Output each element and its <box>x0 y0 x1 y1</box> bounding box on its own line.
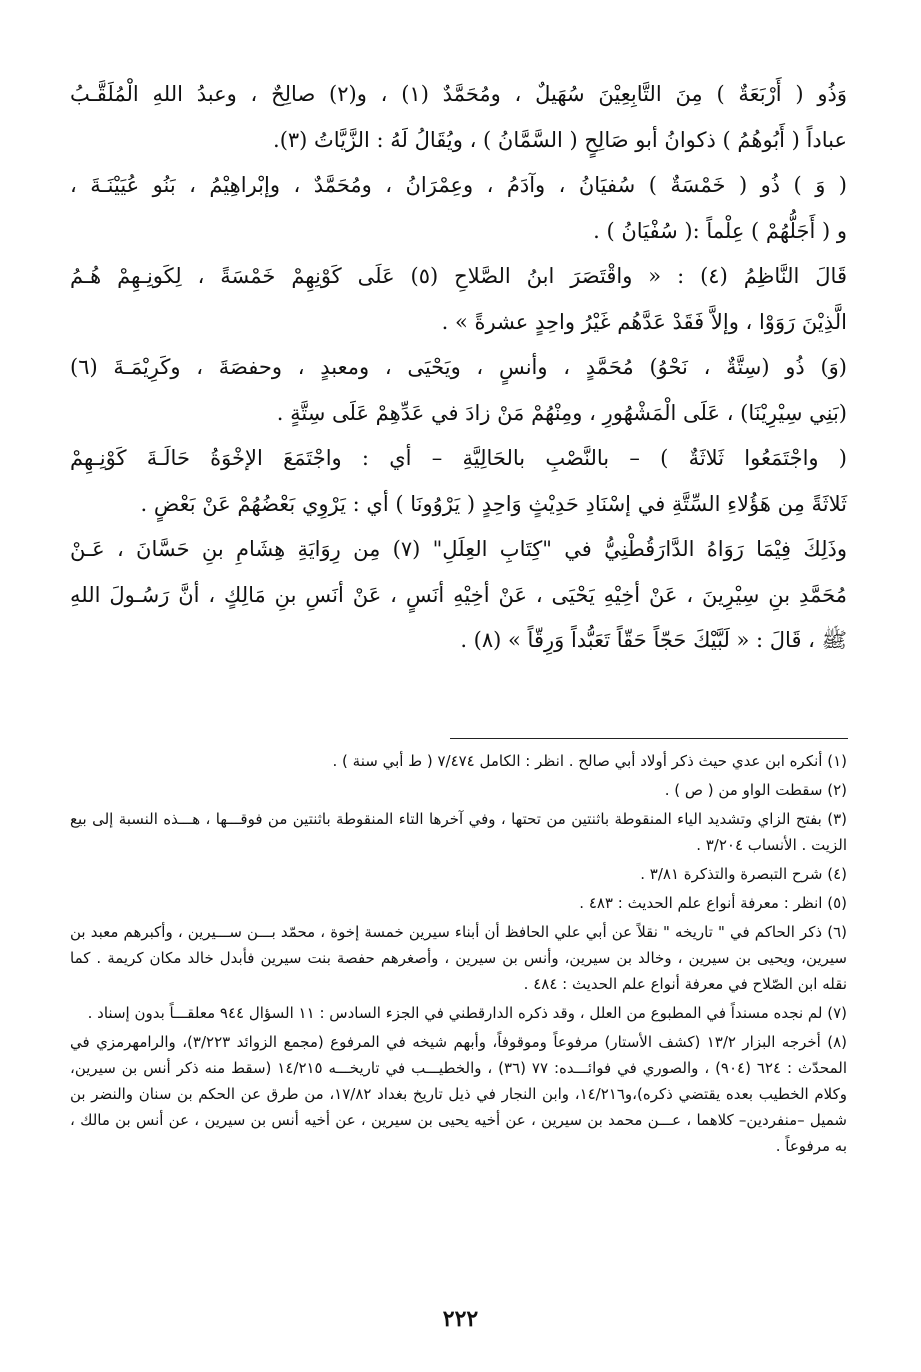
footnote-7: (٧) لم نجده مسنداً في المطبوع من العلل ، وقد ذكره الدارقطني في الجزء السادس : ١١ السؤال ٩٤٤ معلقـــاً بدون إسناد . <box>87 1004 847 1022</box>
page-number: ٢٢٢ <box>442 1306 479 1332</box>
footnote-4: (٤) شرح التبصرة والتذكرة ٣/٨١ . <box>640 865 847 883</box>
main-line: عباداً ( أَبُوهُمُ ) ذكوانُ أبو صَالِحٍ ( السَّمَّانُ ) ، ويُقَالُ لَهُ : الزَّيَّاتُ (٣). <box>273 127 847 152</box>
main-line: ( واجْتَمَعُوا ثَلاثَةٌ ) – بالنَّصْبِ بالحَالِيَّةِ – أي : واجْتَمَعَ الإخْوَةُ حَالَـةَ كَوْنِـهِمْ <box>70 446 847 470</box>
footnotes <box>70 748 847 1162</box>
main-line: و ( أَجَلُّهُمْ ) عِلْماً :( سُفْيَانُ ) . <box>593 218 847 243</box>
main-line: (بَنِي سِيْرِيْنَا) ، عَلَى الْمَشْهُورِ ، ومِنْهُمْ مَنْ زادَ في عَدِّهِمْ عَلَى سِتَّةٍ . <box>276 400 847 425</box>
main-text <box>70 72 847 664</box>
main-line: مُحَمَّدِ بنِ سِيْرِينَ ، عَنْ أخِيْهِ يَحْيَى ، عَنْ أخِيْهِ أنَسٍ ، عَنْ أنَسِ بنِ مَالِكٍ ، أنَّ رَسُـولَ اللهِ <box>70 582 847 607</box>
main-line: ﷺ ، قَالَ : « لَبَّيْكَ حَجّاً حَقّاً تَعَبُّداً وَرِقّاً » (٨) . <box>460 628 847 652</box>
main-line: الَّذِيْنَ رَوَوْا ، وإلاَّ فَقَدْ عَدَّهُم غَيْرُ واحِدٍ عشرةً » . <box>441 309 847 334</box>
footnote-6: (٦) ذكر الحاكم في " تاريخه " نقلاً عن أبي علي الحافظ أن أبناء سيرين خمسة إخوة ، محمّد بـــن ســـيرين ، وأكبرهم معبد بن سيرين، ويحيى بن سيرين ، وخالد بن سيرين، وأنس بن سيرين ، وأصغرهم حفصة بنت سيرين فأبدل خالد مكان كريمة . كما نقله ابن الصّلاح في معرفة أنواع علم الحديث : ٤٨٤ . <box>70 923 847 993</box>
footnote-1: (١) أنكره ابن عدي حيث ذكر أولاد أبي صالح . انظر : الكامل ٧/٤٧٤ ( ط أبي سنة ) . <box>332 752 847 770</box>
footnote-8: (٨) أخرجه البزار ١٣/٢ (كشف الأستار) مرفوعاً وموقوفاً، وأبهم شيخه في المرفوع (مجمع الزوائد ٣/٢٢٣)، والرامهرمزي في المحدّث : ٦٢٤ (٩٠٤) ، والصوري في فوائـــده: ٧٧ (٣٦) ، والخطيـــب في تاريخـــه ١٤/٢١٥ (سقط منه ذكر أنس بن سيرين، وكلام الخطيب بعده يقتضي ذكره)،و١٤/٢١٦، وابن النجار في ذيل تاريخ بغداد ١٧/٨٢، من طرق عن الحكم بن سنان والنضر بن شميل –منفردين– كلاهما ، عـــن محمد بن سيرين ، عن أخيه يحيى بن سيرين ، عن أخيه أنس بن سيرين ، عن أنس بن مالك ، به مرفوعاً . <box>70 1033 848 1155</box>
footnote-2: (٢) سقطت الواو من ( ص ) . <box>664 781 847 799</box>
main-line: وذَلِكَ فِيْمَا رَوَاهُ الدَّارَقُطْنِيُّ في "كِتَابِ العِلَلِ" (٧) مِن رِوَايَةِ هِشَامِ بنِ حَسَّانَ ، عَـنْ <box>70 537 847 561</box>
footnote-5: (٥) انظر : معرفة أنواع علم الحديث : ٤٨٣ . <box>579 894 847 912</box>
main-line: ثَلاثَةً مِن هَؤُلاءِ السِّتَّةِ في إسْنَادِ حَدِيْثٍ وَاحِدٍ ( يَرْوُونَا ) أي : يَرْوِي بَعْضُهُمْ عَنْ بَعْضٍ . <box>140 491 847 516</box>
footnote-3: (٣) بفتح الزاي وتشديد الياء المنقوطة باثنتين من تحتها ، وفي آخرها التاء المنقوطة باثنتين من فوقـــها ، هـــذه النسبة إلى بيع الزيت . الأنساب ٣/٢٠٤ . <box>70 810 847 854</box>
footnote-separator <box>450 738 848 739</box>
main-line: قَالَ النَّاظِمُ (٤) : « واقْتَصَرَ ابنُ الصَّلاحِ (٥) عَلَى كَوْنِهِمْ خَمْسَةً ، لِكَونِـهِمْ هُـمُ <box>70 264 847 288</box>
main-line: وَذُو ( أَرْبَعَةٌ ) مِنَ التَّابِعِيْنَ سُهَيلٌ ، ومُحَمَّدٌ (١) ، و(٢) صالِحٌ ، وعبدُ اللهِ الْمُلَقَّـبُ <box>70 82 848 106</box>
main-line: ( وَ ) ذُو ( خَمْسَةٌ ) سُفيَانُ ، وآدَمُ ، وعِمْرَانُ ، ومُحَمَّدٌ ، وإبْراهِيْمُ ، بَنُو عُيَيْنَـةَ ، <box>70 173 847 197</box>
main-line: (وَ) ذُو (سِتَّةٌ ، نَحْوُ) مُحَمَّدٍ ، وأنسٍ ، ويَحْيَى ، ومعبدٍ ، وحفصَةَ ، وكَرِيْمَـةَ (٦) <box>70 355 847 379</box>
